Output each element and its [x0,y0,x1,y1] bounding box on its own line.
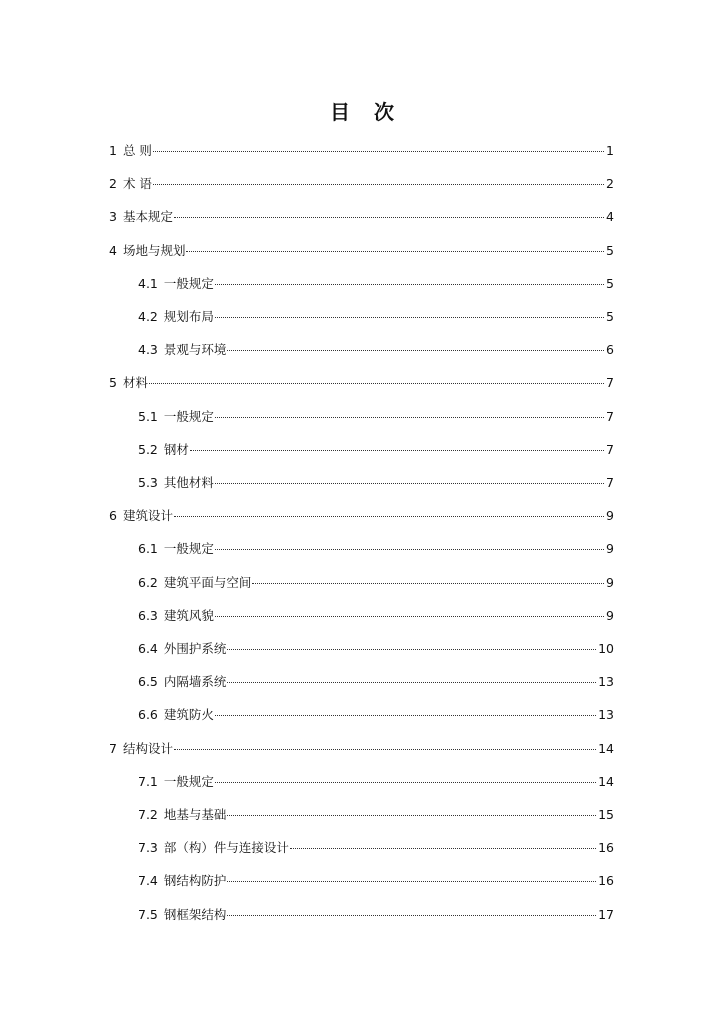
toc-entry-label: 景观与环境 [163,342,227,358]
toc-dot-leader [186,250,604,252]
toc-entry[interactable] [109,207,614,227]
toc-dot-leader [215,548,604,550]
toc-entry-page-number: 9 [606,607,614,623]
toc-entry-page-number: 10 [598,641,614,656]
toc-dot-leader [174,748,596,750]
toc-dot-leader [227,648,596,650]
toc-dot-leader [215,482,604,484]
toc-entry-number: 7.3 [138,840,158,856]
toc-entry-number: 6.3 [138,607,158,623]
toc-entry-number: 6.6 [138,707,158,723]
toc-entry-number: 7.5 [138,906,158,922]
toc-entry[interactable] [138,539,614,559]
toc-entry[interactable] [138,307,614,327]
toc-dot-leader [215,714,596,716]
toc-entry[interactable] [109,739,614,759]
toc-entry[interactable] [138,440,614,460]
toc-entry-page-number: 7 [606,408,614,424]
toc-entry-number: 5.1 [138,408,158,424]
toc-entry[interactable] [138,871,614,891]
toc-entry-number: 6.2 [138,574,158,590]
toc-dot-leader [227,681,596,683]
toc-entry-number: 6 [109,508,117,524]
toc-entry-label: 场地与规划 [122,242,186,258]
toc-entry-number: 6.5 [138,674,158,690]
toc-entry-number: 7 [109,740,117,756]
toc-entry-page-number: 5 [606,309,614,324]
toc-entry-page-number: 9 [606,574,614,590]
toc-entry-page-number: 15 [598,807,614,822]
toc-entry-label: 钢框架结构 [163,906,227,922]
toc-title-char-1: 目 [330,100,350,124]
toc-entry-label: 规划布局 [163,309,214,324]
toc-entry[interactable] [109,241,614,261]
toc-dot-leader [227,880,596,882]
toc-entry-label: 结构设计 [122,740,173,756]
toc-entry[interactable] [138,573,614,593]
toc-dot-leader [227,349,604,351]
toc-entry-label: 建筑风貌 [163,607,214,623]
toc-dot-leader [190,449,604,451]
toc-entry-page-number: 1 [606,143,614,158]
toc-dot-leader [215,416,604,418]
toc-dot-leader [174,216,604,218]
toc-entry[interactable] [138,340,614,360]
toc-entry-label: 一般规定 [163,408,214,424]
toc-dot-leader [153,183,604,185]
toc-entry[interactable] [138,705,614,725]
toc-entry-page-number: 9 [606,508,614,524]
toc-entry[interactable] [109,373,614,393]
toc-entry-page-number: 6 [606,342,614,358]
toc-entry-label: 部（构）件与连接设计 [163,840,289,856]
toc-entry[interactable] [138,639,614,659]
toc-entry[interactable] [138,805,614,825]
toc-dot-leader [215,615,604,617]
toc-dot-leader [227,814,596,816]
toc-dot-leader [149,382,604,384]
toc-dot-leader [290,847,596,849]
toc-entry-label: 建筑设计 [122,508,173,524]
toc-entry-number: 7.2 [138,807,158,822]
toc-dot-leader [174,515,604,517]
toc-dot-leader [215,283,604,285]
toc-entry[interactable] [138,274,614,294]
toc-entry-label: 建筑平面与空间 [163,574,252,590]
toc-entry[interactable] [138,772,614,792]
toc-entry-page-number: 16 [598,840,614,856]
toc-entry-page-number: 17 [598,906,614,922]
toc-entry-page-number: 9 [606,541,614,557]
toc-entry[interactable] [138,672,614,692]
toc-entry-label: 外围护系统 [163,641,227,656]
toc-entry-label: 钢结构防护 [163,873,227,889]
toc-title [0,98,724,126]
toc-entry-label: 内隔墙系统 [163,674,227,690]
toc-entry[interactable] [109,174,614,194]
toc-entry-page-number: 16 [598,873,614,889]
toc-entry-number: 1 [109,143,117,158]
toc-entry-number: 6.1 [138,541,158,557]
toc-entry[interactable] [138,606,614,626]
toc-entry-number: 4.3 [138,342,158,358]
toc-entry-number: 5.2 [138,441,158,457]
toc-entry[interactable] [138,473,614,493]
toc-entry[interactable] [109,141,614,161]
toc-entry-number: 6.4 [138,641,158,656]
toc-entry-label: 其他材料 [163,475,214,490]
toc-entry-page-number: 13 [598,707,614,723]
toc-entry-page-number: 13 [598,674,614,690]
toc-entry-label: 材料 [122,375,148,391]
toc-entry-number: 2 [109,176,117,192]
toc-entry-page-number: 5 [606,242,614,258]
toc-entry-label: 一般规定 [163,275,214,291]
toc-entry[interactable] [109,506,614,526]
toc-entry-number: 7.1 [138,773,158,789]
toc-dot-leader [227,914,596,916]
toc-entry[interactable] [138,905,614,925]
toc-entry-label: 总 则 [122,143,152,158]
toc-dot-leader [215,781,596,783]
toc-entry-number: 4.2 [138,309,158,324]
toc-dot-leader [215,316,604,318]
toc-entry-number: 3 [109,209,117,225]
toc-entry-number: 5 [109,375,117,391]
toc-entry-label: 地基与基础 [163,807,227,822]
toc-entry-label: 建筑防火 [163,707,214,723]
toc-entry-page-number: 4 [606,209,614,225]
toc-entry-number: 4 [109,242,117,258]
toc-entry-page-number: 5 [606,275,614,291]
toc-entry-page-number: 2 [606,176,614,192]
toc-entry-label: 钢材 [163,441,189,457]
toc-entry[interactable] [138,407,614,427]
toc-title-char-2: 次 [374,100,394,124]
toc-dot-leader [153,150,604,152]
toc-entry[interactable] [138,838,614,858]
toc-entry-page-number: 7 [606,475,614,490]
toc-entry-label: 术 语 [122,176,152,192]
toc-entry-label: 一般规定 [163,541,214,557]
toc-entry-label: 一般规定 [163,773,214,789]
toc-entry-number: 5.3 [138,475,158,490]
toc-dot-leader [252,582,604,584]
toc-entry-page-number: 14 [598,740,614,756]
toc-entry-page-number: 7 [606,375,614,391]
toc-entry-number: 4.1 [138,275,158,291]
toc-entry-label: 基本规定 [122,209,173,225]
toc-entry-number: 7.4 [138,873,158,889]
toc-entry-page-number: 7 [606,441,614,457]
toc-entry-page-number: 14 [598,773,614,789]
